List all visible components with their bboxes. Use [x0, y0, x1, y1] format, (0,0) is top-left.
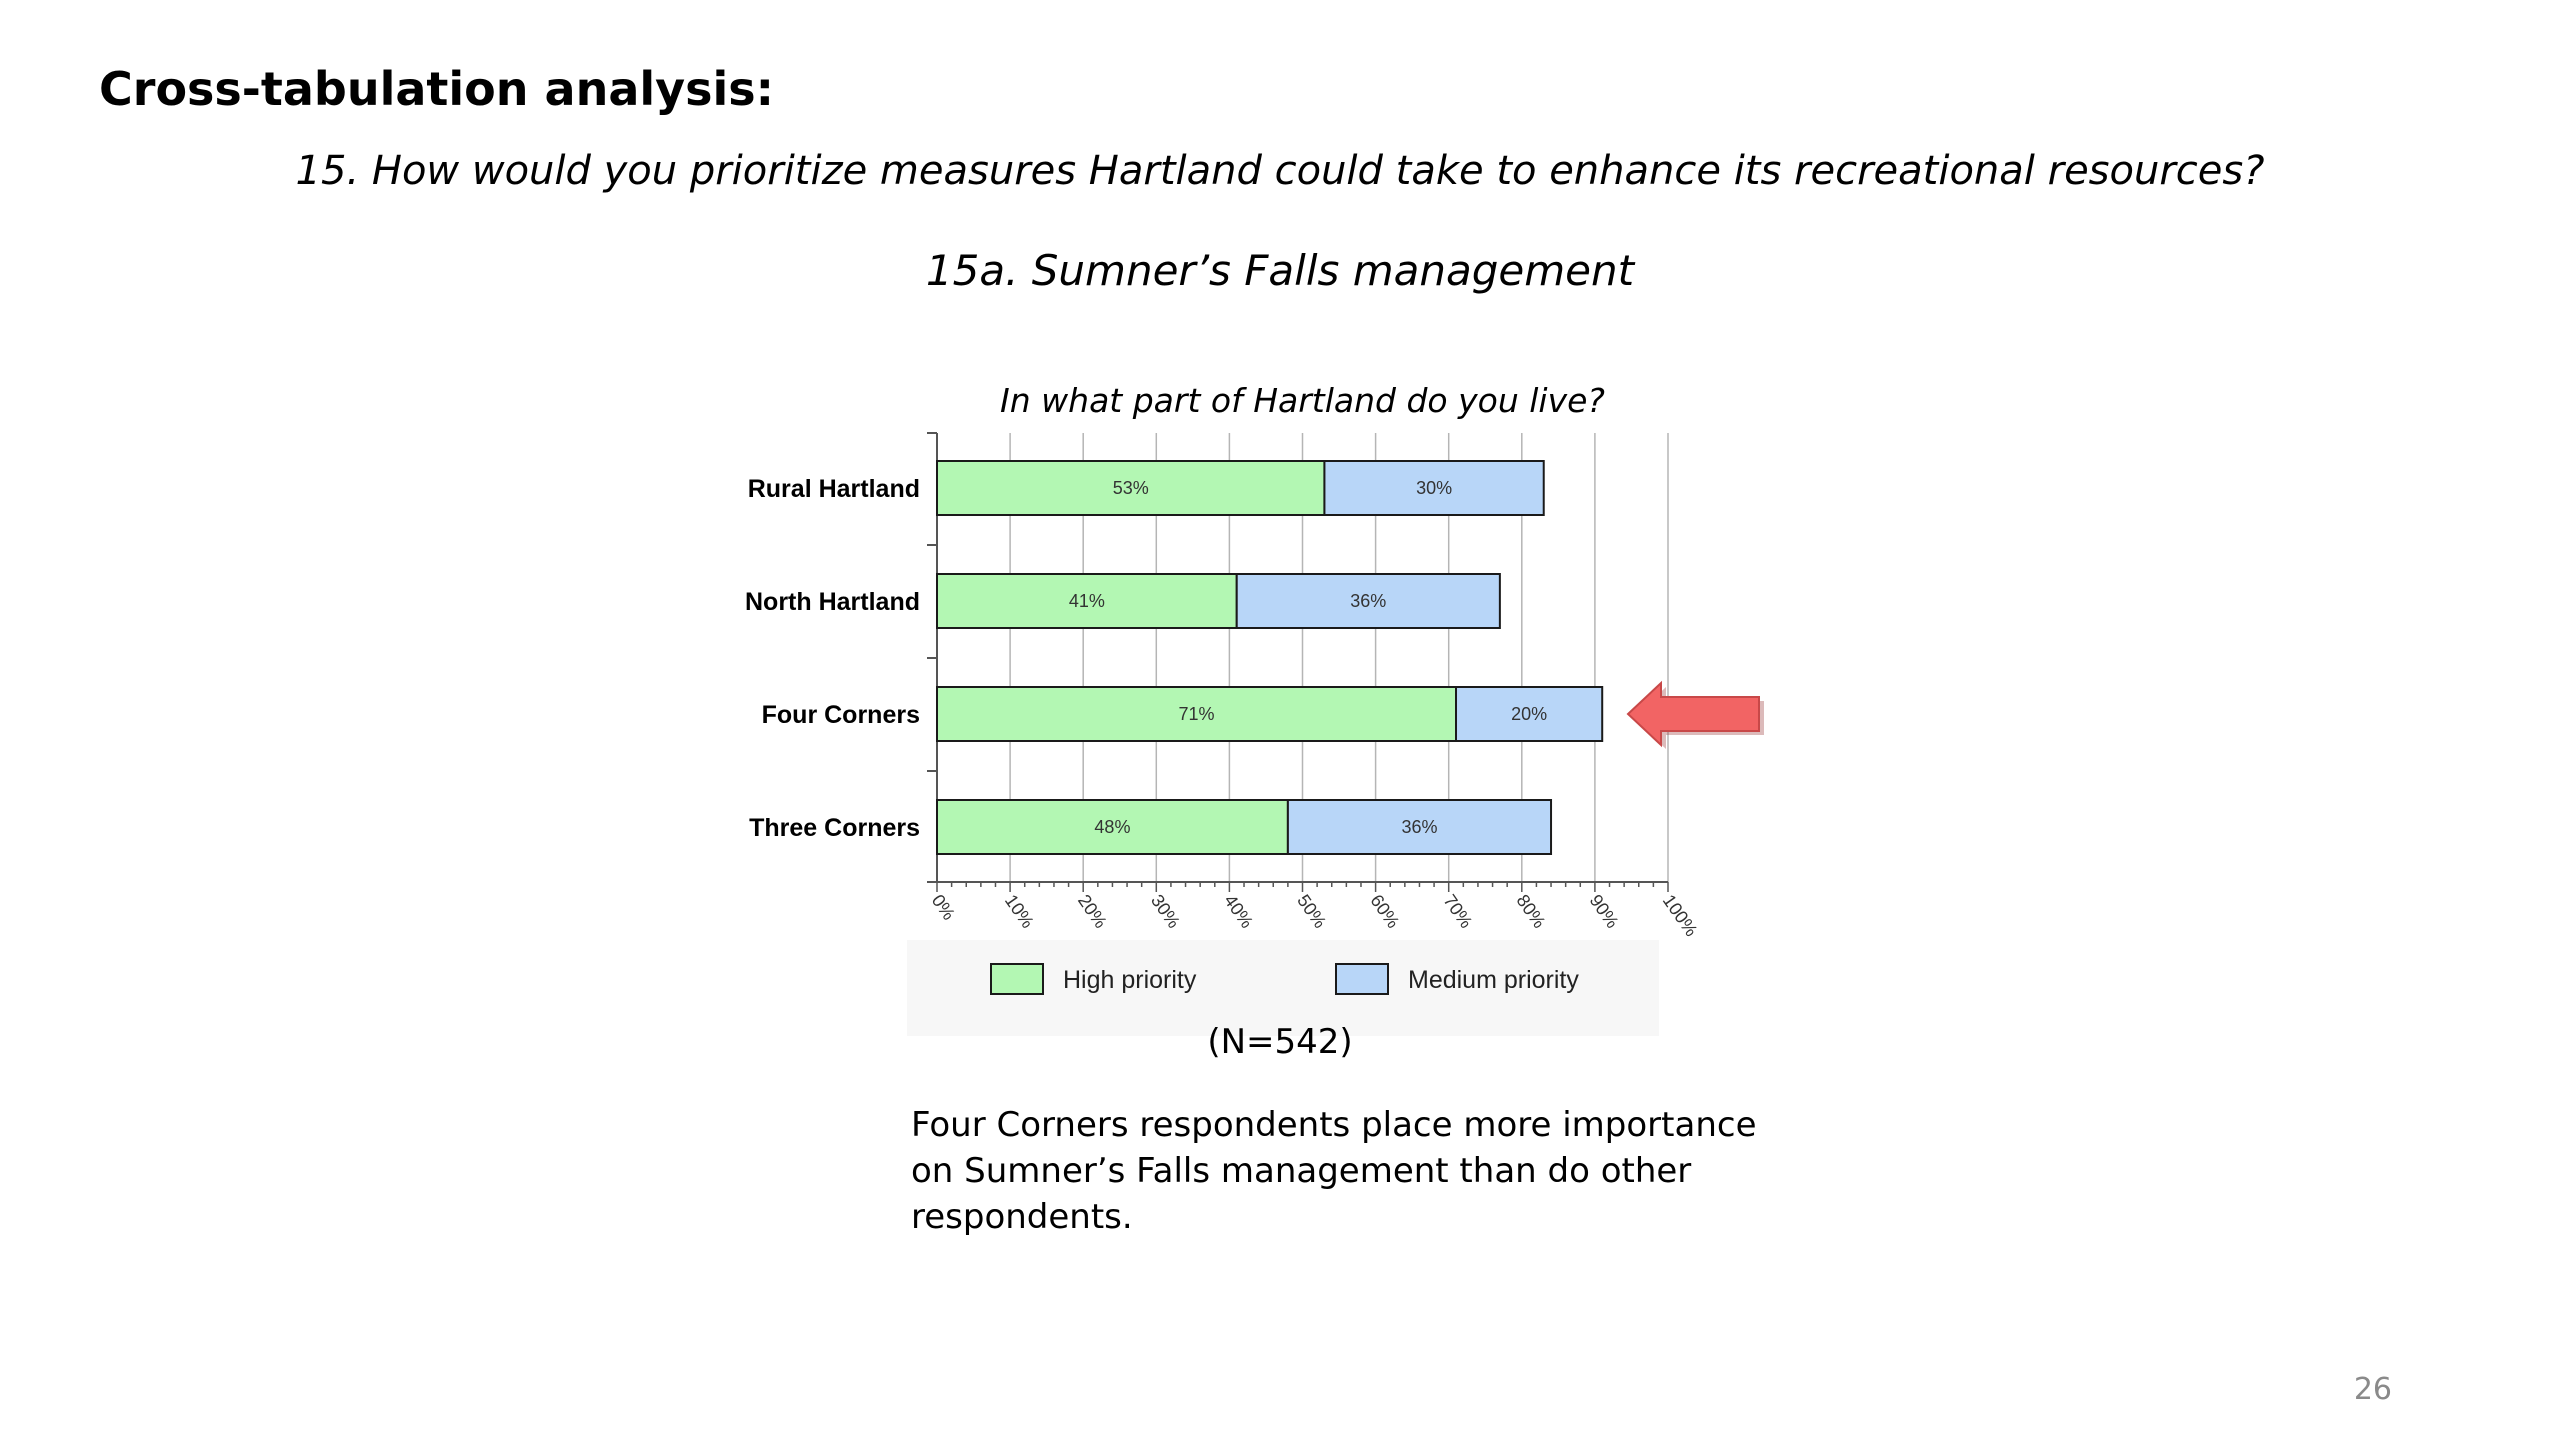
legend-medium-priority-swatch — [1336, 964, 1388, 994]
x-tick-label: 70% — [1439, 890, 1477, 932]
x-tick-label: 10% — [1000, 890, 1038, 932]
x-tick-label: 100% — [1658, 890, 1702, 941]
bar-value-label: 30% — [1416, 478, 1453, 498]
x-tick-label: 20% — [1073, 890, 1111, 932]
legend-high-priority-label: High priority — [1063, 966, 1197, 994]
bar-value-label: 53% — [1112, 478, 1149, 498]
takeaway-text: Four Corners respondents place more importance on Sumner’s Falls management than do other respondents. — [911, 1105, 1757, 1237]
chart-title: In what part of Hartland do you live? — [1000, 381, 1605, 420]
x-tick-label: 60% — [1366, 890, 1404, 932]
category-label: Rural Hartland — [747, 475, 920, 503]
bar-value-label: 48% — [1094, 817, 1131, 837]
arrow-body — [1628, 683, 1759, 745]
bar-value-label: 41% — [1068, 591, 1105, 611]
bar-value-label: 36% — [1350, 591, 1387, 611]
x-tick-label: 90% — [1585, 890, 1623, 932]
x-tick-label: 50% — [1293, 890, 1331, 932]
x-tick-label: 0% — [927, 890, 960, 924]
legend-medium-priority-label: Medium priority — [1408, 966, 1579, 994]
slide-heading: Cross-tabulation analysis: — [99, 62, 775, 116]
x-tick-label: 80% — [1512, 890, 1550, 932]
bar-value-label: 71% — [1178, 704, 1215, 724]
x-tick-label: 40% — [1220, 890, 1258, 932]
category-label: Three Corners — [749, 814, 920, 842]
category-label: Four Corners — [761, 701, 920, 729]
survey-question: 15. How would you prioritize measures Hartland could take to enhance its recreational resources? — [295, 148, 2265, 194]
bar-value-label: 36% — [1401, 817, 1438, 837]
survey-subquestion: 15a. Sumner’s Falls management — [925, 246, 1635, 295]
category-label: North Hartland — [745, 588, 920, 616]
page-number: 26 — [2353, 1372, 2392, 1407]
bar-value-label: 20% — [1511, 704, 1548, 724]
sample-size: (N=542) — [1207, 1022, 1353, 1062]
legend-high-priority-swatch — [991, 964, 1043, 994]
left-arrow-icon — [1628, 683, 1764, 749]
x-tick-label: 30% — [1147, 890, 1185, 932]
